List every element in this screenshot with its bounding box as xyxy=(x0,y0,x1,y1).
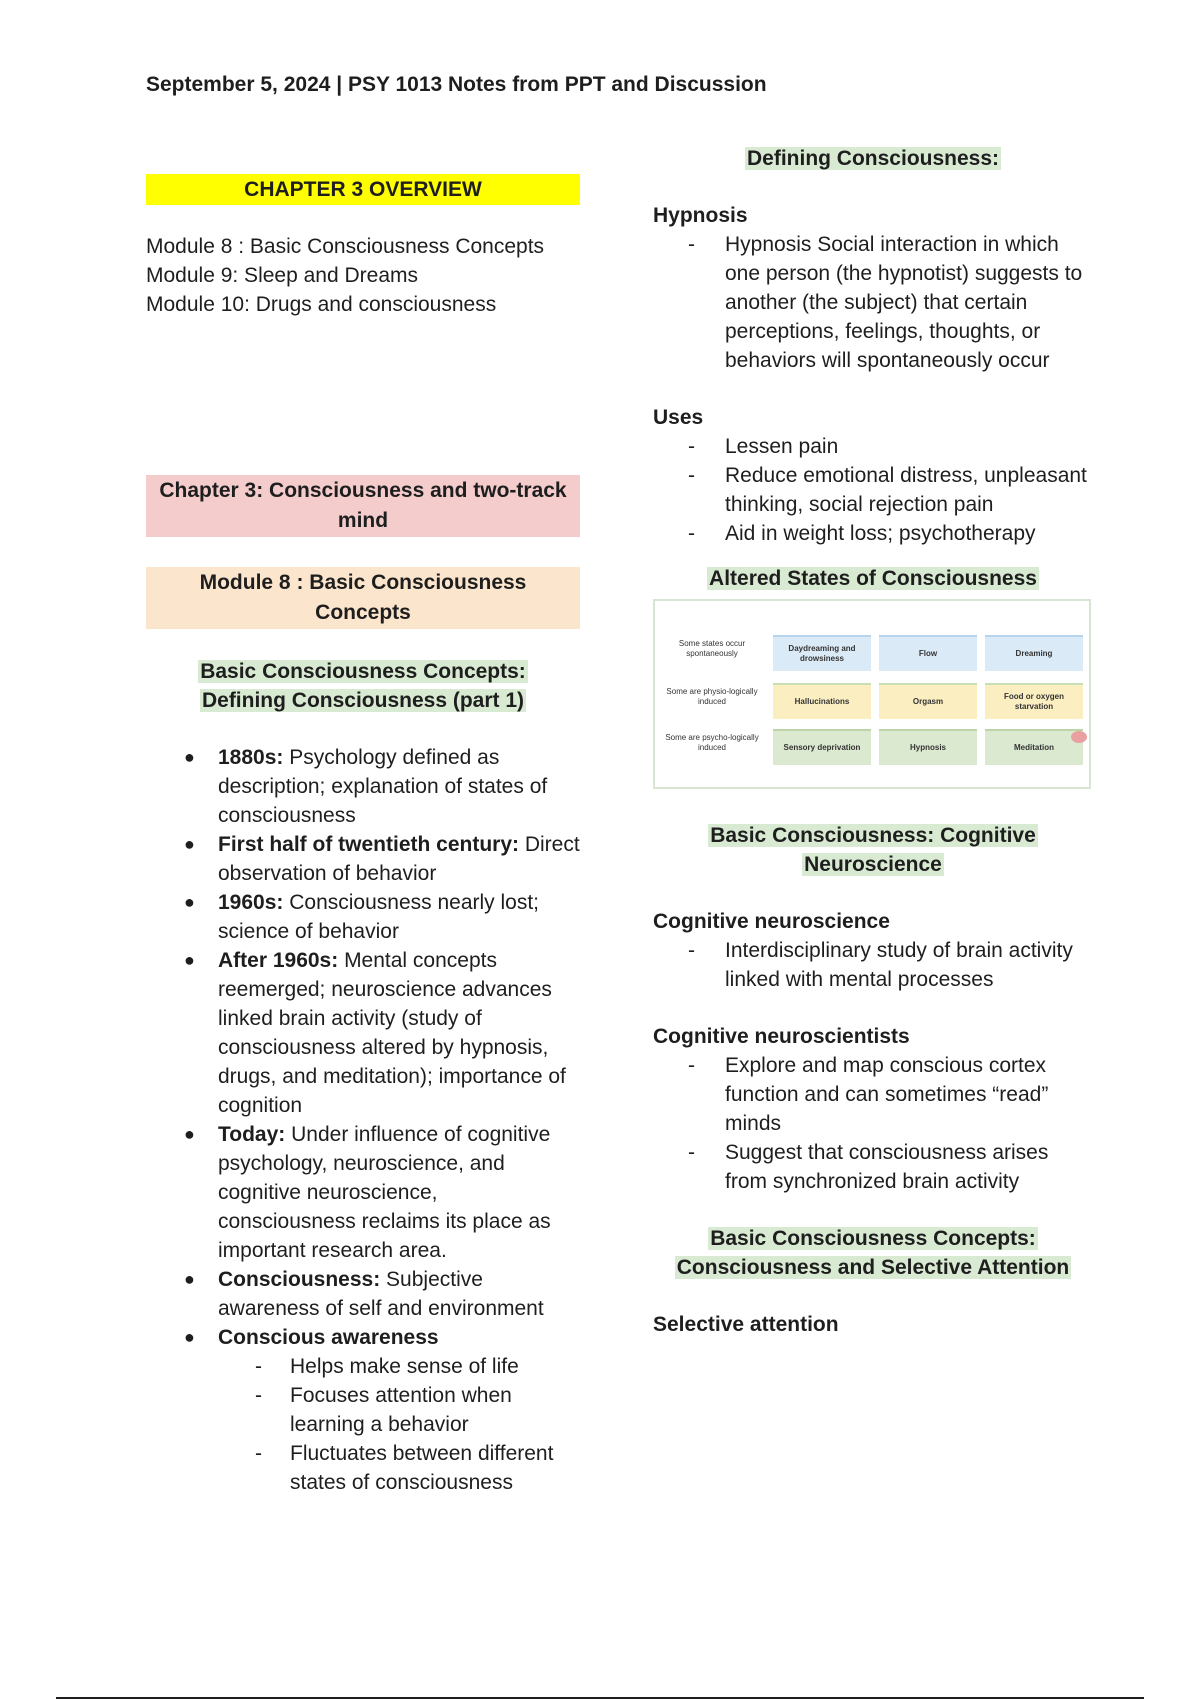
section-heading-defining xyxy=(146,657,580,715)
bullet-icon: ● xyxy=(184,1327,195,1347)
sub-list-item: - Fluctuates between different states of consciousness xyxy=(218,1439,580,1497)
table-row xyxy=(665,729,1085,765)
bullet-icon: ● xyxy=(184,950,195,970)
table-cell: Flow xyxy=(879,635,977,671)
module-list xyxy=(146,232,580,319)
section-heading-line: Basic Consciousness Concepts: xyxy=(710,1227,1036,1250)
bullet-icon: ● xyxy=(184,1124,195,1144)
list-item: - Lessen pain xyxy=(653,432,1093,461)
table-cell: Dreaming xyxy=(985,635,1083,671)
row-label: Some states occur spontaneously xyxy=(678,639,746,658)
dash-icon: - xyxy=(688,522,695,545)
table-cell: Food or oxygen starvation xyxy=(985,683,1083,719)
right-column xyxy=(653,144,1093,1339)
dash-icon: - xyxy=(688,435,695,458)
list-item: - Interdisciplinary study of brain activity linked with mental processes xyxy=(653,936,1093,994)
dash-icon: - xyxy=(255,1384,262,1407)
section-heading-cognitive-neuroscience xyxy=(653,821,1093,879)
section-heading-line: Neuroscience xyxy=(804,853,942,876)
section-heading-line: Defining Consciousness (part 1) xyxy=(201,689,525,712)
table-row xyxy=(665,635,1085,671)
row-label: Some are psycho-logically induced xyxy=(665,733,759,752)
hypnosis-list xyxy=(653,230,1093,375)
selective-attention-heading: Selective attention xyxy=(653,1313,839,1336)
page-bottom-rule xyxy=(56,1697,1144,1699)
list-item: - Aid in weight loss; psychotherapy xyxy=(653,519,1093,548)
row-label: Some are physio-logically induced xyxy=(666,687,758,706)
bullet-icon: ● xyxy=(184,747,195,767)
cognitive-neuroscience-heading: Cognitive neuroscience xyxy=(653,910,890,933)
table-cell: Hypnosis xyxy=(879,729,977,765)
list-item: - Reduce emotional distress, unpleasant thinking, social rejection pain xyxy=(653,461,1093,519)
section-heading-selective-attention xyxy=(653,1224,1093,1282)
section-heading-defining-consciousness: Defining Consciousness: xyxy=(746,147,1000,170)
list-item: ● 1880s: Psychology defined as description; explanation of states of consciousness xyxy=(146,743,580,830)
table-cell: Meditation xyxy=(985,729,1083,765)
bullet-icon: ● xyxy=(184,892,195,912)
dash-icon: - xyxy=(688,464,695,487)
bullet-icon: ● xyxy=(184,1269,195,1289)
list-item: - Explore and map conscious cortex function and can sometimes “read” minds xyxy=(653,1051,1093,1138)
left-column xyxy=(146,174,580,1497)
dash-icon: - xyxy=(688,1054,695,1077)
chapter-overview-title: CHAPTER 3 OVERVIEW xyxy=(146,174,580,205)
module-item: Module 10: Drugs and consciousness xyxy=(146,293,497,316)
list-item: ● Consciousness: Subjective awareness of self and environment xyxy=(146,1265,580,1323)
dash-icon: - xyxy=(688,939,695,962)
uses-heading: Uses xyxy=(653,406,704,429)
dash-icon: - xyxy=(688,233,695,256)
list-item: ● 1960s: Consciousness nearly lost; science of behavior xyxy=(146,888,580,946)
table-cell: Daydreaming and drowsiness xyxy=(773,635,871,671)
dash-icon: - xyxy=(688,1141,695,1164)
awareness-sublist xyxy=(218,1352,580,1497)
dash-icon: - xyxy=(255,1442,262,1465)
list-item: ● First half of twentieth century: Direct observation of behavior xyxy=(146,830,580,888)
hypnosis-heading: Hypnosis xyxy=(653,204,748,227)
dash-icon: - xyxy=(255,1355,262,1378)
table-cell: Orgasm xyxy=(879,683,977,719)
chapter-title: Chapter 3: Consciousness and two-track mind xyxy=(146,475,580,537)
module-item: Module 9: Sleep and Dreams xyxy=(146,264,418,287)
uses-list xyxy=(653,432,1093,548)
module-item: Module 8 : Basic Consciousness Concepts xyxy=(146,235,545,258)
cognitive-neuroscience-list xyxy=(653,936,1093,994)
list-item: - Hypnosis Social interaction in which one person (the hypnotist) suggests to another (the subject) that certain perceptions, feelings, thoughts, or behaviors will spontaneously occur xyxy=(653,230,1093,375)
cognitive-neuroscientists-heading: Cognitive neuroscientists xyxy=(653,1025,910,1048)
list-item: ● Today: Under influence of cognitive psychology, neuroscience, and cognitive neuroscience, consciousness reclaims its place as important research area. xyxy=(146,1120,580,1265)
bullet-icon: ● xyxy=(184,834,195,854)
section-heading-altered-states: Altered States of Consciousness xyxy=(709,567,1037,590)
table-row xyxy=(665,683,1085,719)
page-title: September 5, 2024 | PSY 1013 Notes from PPT and Discussion xyxy=(146,73,767,96)
sub-list-item: - Focuses attention when learning a behavior xyxy=(218,1381,580,1439)
table-cell: Hallucinations xyxy=(773,683,871,719)
section-heading-line: Consciousness and Selective Attention xyxy=(676,1256,1070,1279)
list-item: ● Conscious awareness - Helps make sense of life - Focuses attention when learning a behavior - Fluctuates between different states of consciousness xyxy=(146,1323,580,1497)
cognitive-neuroscientists-list xyxy=(653,1051,1093,1196)
history-bullet-list xyxy=(146,743,580,1497)
section-heading-line: Basic Consciousness: Cognitive xyxy=(710,824,1036,847)
table-cell: Sensory deprivation xyxy=(773,729,871,765)
list-item: - Suggest that consciousness arises from synchronized brain activity xyxy=(653,1138,1093,1196)
altered-states-table xyxy=(653,599,1091,789)
list-item: ● After 1960s: Mental concepts reemerged; neuroscience advances linked brain activity (study of consciousness altered by hypnosis, drugs, and meditation); importance of cognition xyxy=(146,946,580,1120)
module-title: Module 8 : Basic Consciousness Concepts xyxy=(146,567,580,629)
sub-list-item: - Helps make sense of life xyxy=(218,1352,580,1381)
section-heading-line: Basic Consciousness Concepts: xyxy=(200,660,526,683)
lips-icon xyxy=(1071,731,1087,743)
